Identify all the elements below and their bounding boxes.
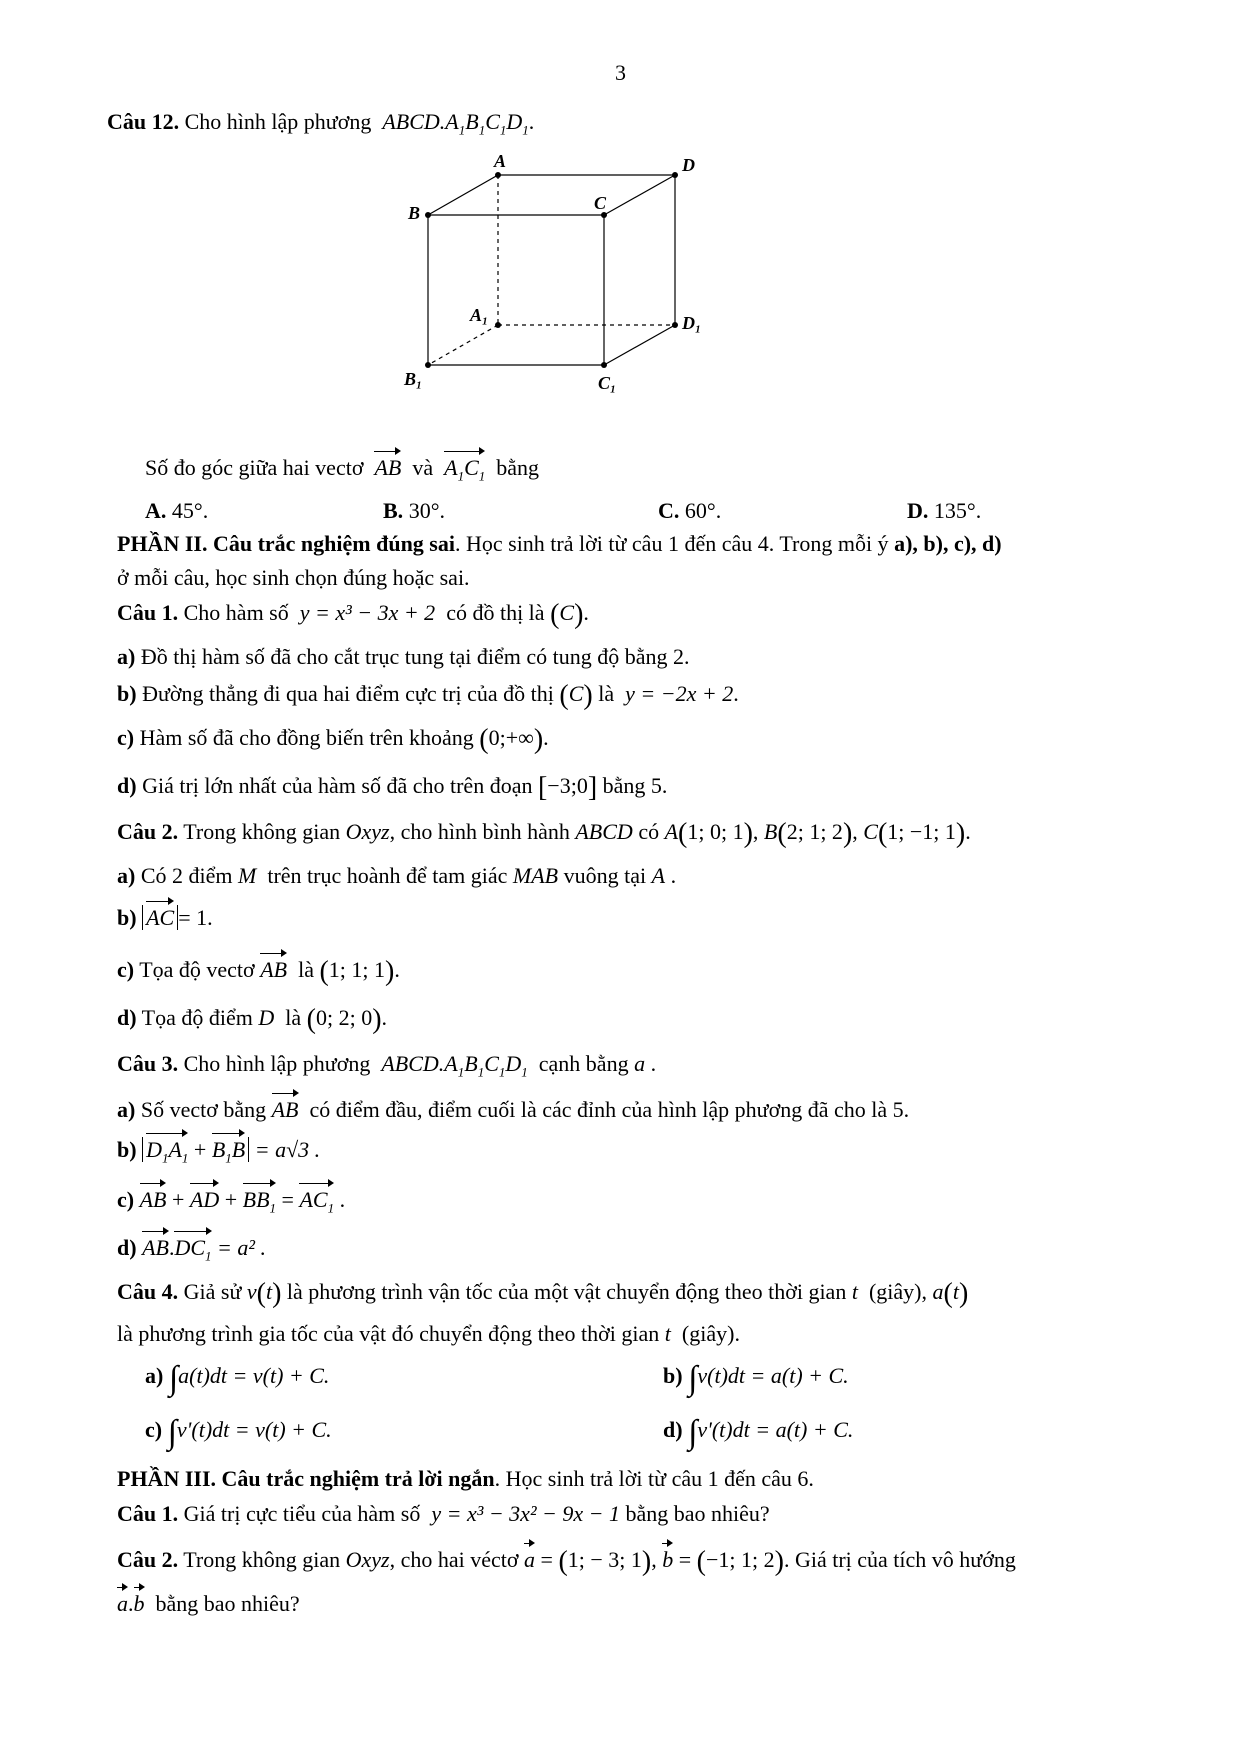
p2q2-b: b) AC = 1. — [117, 905, 213, 930]
p2q4-line2: là phương trình gia tốc của vật đó chuyển động theo thời gian t (giây). — [117, 1321, 740, 1346]
p3q2: Câu 2. Trong không gian Oxyz, cho hai véctơ a = (1; − 3; 1), b = (−1; 1; 2). Giá trị của tích vô hướng — [117, 1546, 1016, 1577]
p2q2-d: d) Tọa độ điểm D là (0; 2; 0). — [117, 1004, 388, 1035]
part3-heading: PHẦN III. Câu trắc nghiệm trả lời ngắn. Học sinh trả lời từ câu 1 đến câu 6. — [117, 1466, 814, 1491]
p2q2-title: Câu 2. Trong không gian Oxyz, cho hình bình hành ABCD có A(1; 0; 1), B(2; 1; 2), C(1; −1; 1). — [117, 818, 971, 849]
p2q4-c: c) ∫v'(t)dt = v(t) + C. — [145, 1414, 332, 1451]
p2q4-a: a) ∫a(t)dt = v(t) + C. — [145, 1360, 330, 1397]
p2q3-a: a) Số vectơ bằng AB có điểm đầu, điểm cuối là các đỉnh của hình lập phương đã cho là 5. — [117, 1097, 910, 1122]
p2q1-c: c) Hàm số đã cho đồng biến trên khoảng (0;+∞). — [117, 724, 549, 755]
p2q4-b: b) ∫v(t)dt = a(t) + C. — [663, 1360, 849, 1397]
p2q1-title: Câu 1. Cho hàm số y = x³ − 3x + 2 có đồ thị là (C). — [117, 599, 589, 630]
label-C: C — [594, 193, 607, 213]
edge-DC — [604, 175, 675, 215]
option-d: D. 135°. — [907, 498, 982, 523]
p2q2-c: c) Tọa độ vectơ AB là (1; 1; 1). — [117, 956, 400, 987]
p2q3-title: Câu 3. Cho hình lập phương $ABCD.A_1B_1C_1D_1$ cạnh bằng a . — [117, 1051, 657, 1080]
option-b: B. 30°. — [383, 498, 445, 523]
label-A: A — [494, 151, 507, 171]
label-A1: A₁ — [470, 305, 489, 325]
label-B1: B₁ — [404, 369, 423, 389]
p3q1: Câu 1. Giá trị cực tiểu của hàm số y = x³ − 3x² − 9x − 1 bằng bao nhiêu? — [117, 1501, 770, 1526]
page-number: 3 — [615, 60, 626, 85]
p2q3-d: d) $AB.DC_1 = a^2$ . — [117, 1234, 266, 1270]
label-B: B — [408, 203, 421, 223]
option-a: A. 45°. — [145, 498, 209, 523]
p2q4-d: d) ∫v'(t)dt = a(t) + C. — [663, 1414, 854, 1451]
p2q1-a: a) Đồ thị hàm số đã cho cắt trục tung tại điểm có tung độ bằng 2. — [117, 644, 690, 669]
p2q2-a: a) Có 2 điểm M trên trục hoành để tam giác MAB vuông tại A . — [117, 863, 677, 888]
option-c: C. 60°. — [658, 498, 722, 523]
part2-heading: PHẦN II. Câu trắc nghiệm đúng sai. Học sinh trả lời từ câu 1 đến câu 4. Trong mỗi ý a), b), c), d) — [117, 531, 1002, 556]
p2q3-c: c) AB + AD + $BB_1 = AC_1$ . — [117, 1186, 345, 1222]
edge-C1D1 — [604, 325, 675, 365]
label-C1: C₁ — [598, 373, 617, 393]
q12-statement: Số đo góc giữa hai vectơ AB và $A_1C_1$ bằng — [145, 454, 539, 490]
edge-AB — [428, 175, 498, 215]
p2q3-b: b) $D_1A_1 + B_1B = a√3$ . — [117, 1136, 320, 1172]
part2-line2: ở mỗi câu, học sinh chọn đúng hoặc sai. — [117, 565, 470, 590]
p2q1-d: d) Giá trị lớn nhất của hàm số đã cho trên đoạn [−3;0] bằng 5. — [117, 772, 668, 803]
label-D: D — [682, 155, 695, 175]
p2q1-b: b) Đường thẳng đi qua hai điểm cực trị của đồ thị (C) là y = −2x + 2. — [117, 680, 739, 711]
p2q4-title: Câu 4. Giả sử v(t) là phương trình vận tốc của một vật chuyển động theo thời gian t (giây), a(t) — [117, 1278, 969, 1309]
p3q2-line2: a.b bằng bao nhiêu? — [117, 1591, 300, 1616]
q12-title: Câu 12. Cho hình lập phương $ABCD.A_1B_1C_1D_1$. — [107, 109, 535, 138]
cube-figure — [390, 145, 730, 395]
label-D1: D₁ — [682, 313, 702, 333]
edge-A1B1 — [428, 325, 498, 365]
